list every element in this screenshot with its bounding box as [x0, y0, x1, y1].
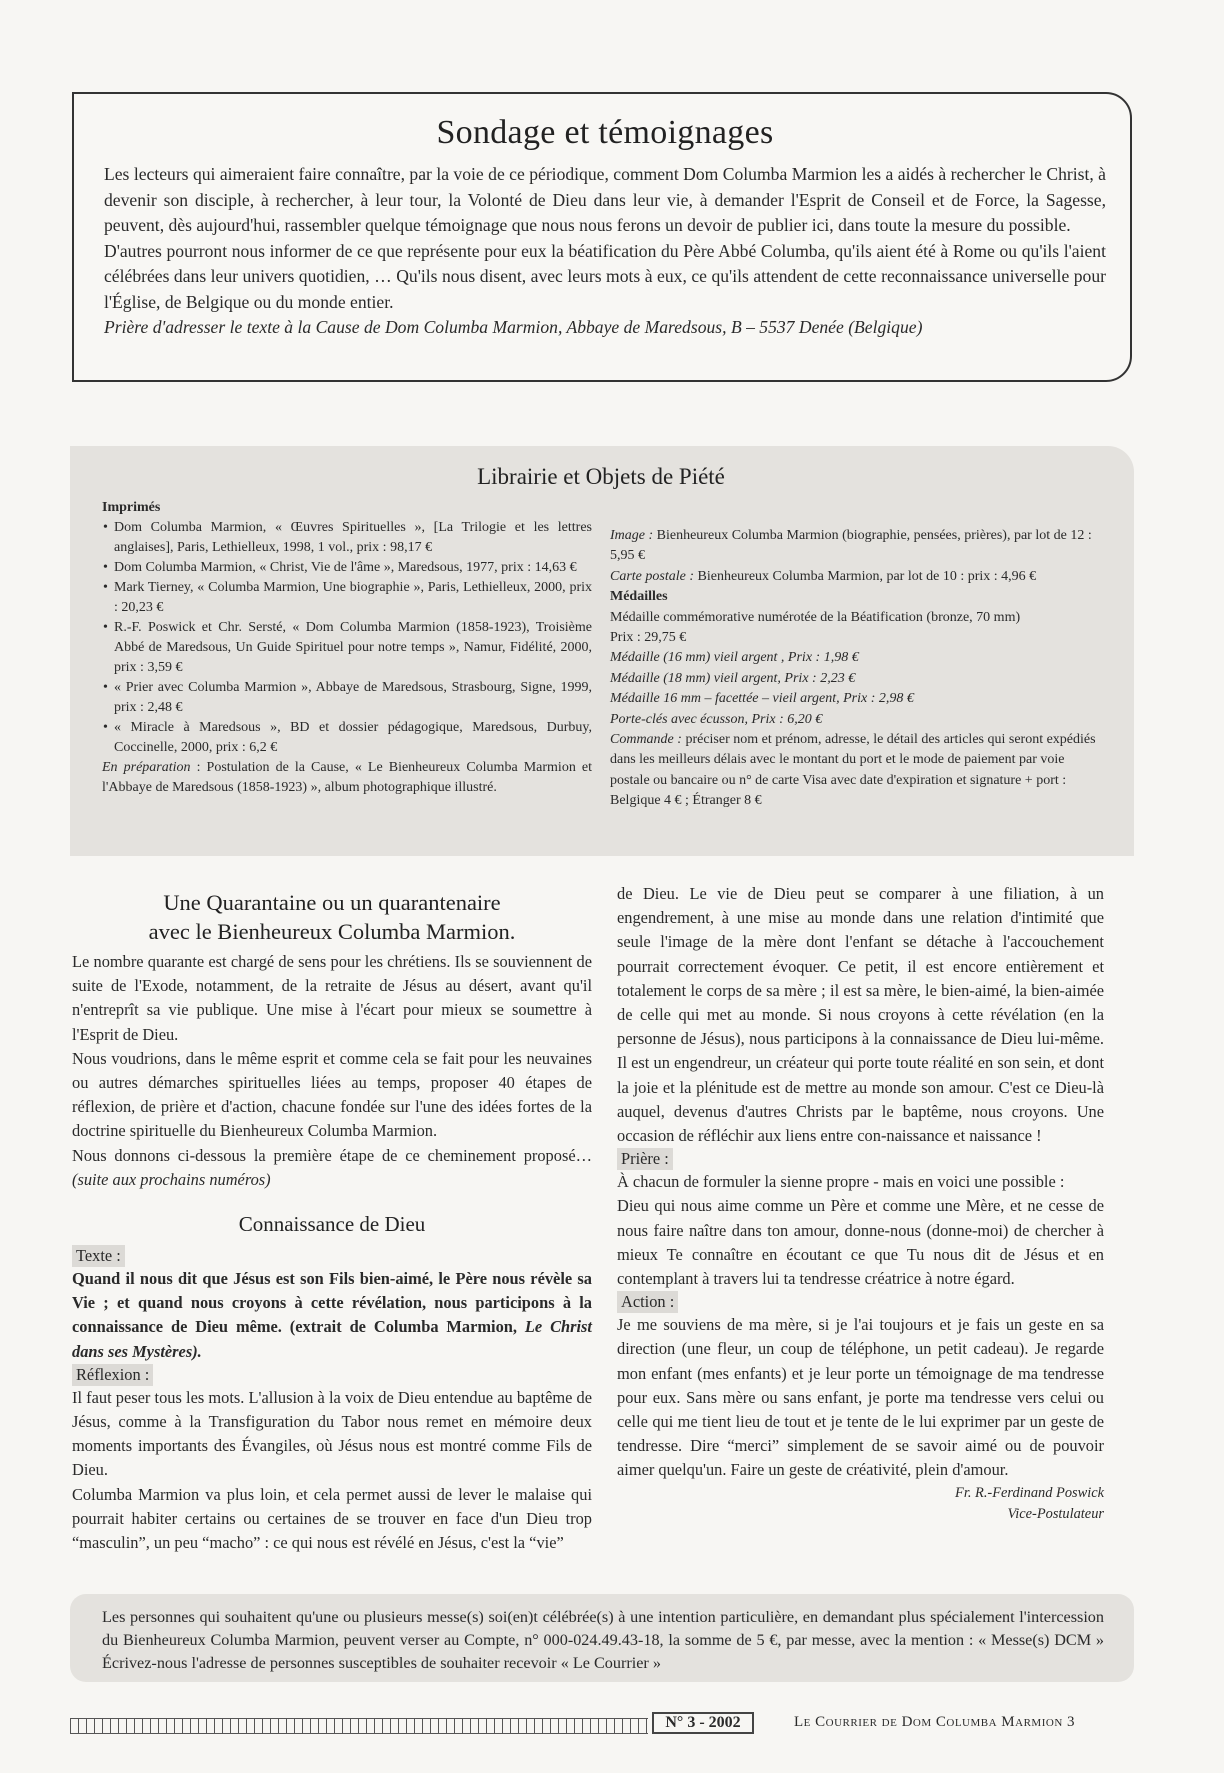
- librairie-panel: [70, 446, 1134, 856]
- footer-ruler: [70, 1718, 648, 1734]
- article-title: Une Quarantaine ou un quarantenaire avec le Bienheureux Columba Marmion.: [148, 890, 516, 944]
- texte-label: Texte :: [72, 1245, 125, 1267]
- bullet-icon: •: [103, 720, 108, 735]
- sondage-paragraph-2: D'autres pourront nous informer de ce que représente pour eux la béatification du Père Abbé Columba, qu'ils aient été à Rome ou qu'ils l'aient célébrées dans leur univers quotidien, … Qu'ils nous disent, avec leurs mots à eux, ce qu'ils attendent de cette reconnaissance universelle pour l'Église, de Belgique ou du monde entier.: [104, 240, 1106, 312]
- porte-cles: Porte-clés avec écusson, Prix : 6,20 €: [610, 711, 823, 727]
- priere-paragraph: À chacun de formuler la sienne propre - mais en voici une possible :: [617, 1172, 1065, 1192]
- article-paragraph: Nous voudrions, dans le même esprit et comme cela se fait pour les neuvaines ou autres démarches spirituelles liées au temps, proposer 40 étapes de réflexion, de prière et d'action, chacune fondée sur l'une des idées fortes de la doctrine spirituelle du Bienheureux Columba Marmion.: [72, 1048, 592, 1141]
- medaille-18: Médaille (18 mm) vieil argent, Prix : 2,23 €: [610, 670, 856, 686]
- librairie-right-column: [610, 526, 1100, 812]
- bullet-icon: •: [103, 520, 108, 535]
- list-item: • « Miracle à Maredsous », BD et dossier pédagogique, Maredsous, Durbuy, Coccinelle, 2000, prix : 6,2 €: [103, 720, 592, 755]
- signature-title: Vice-Postulateur: [1007, 1505, 1104, 1522]
- sondage-paragraph-1: Les lecteurs qui aimeraient faire connaître, par la voie de ce périodique, comment Dom Columba Marmion les a aidés à rechercher le Christ, à devenir son disciple, à rechercher, à leur tour, la Volonté de Dieu dans leur vie, à demander l'Esprit de Conseil et de Force, la Sagesse, peuvent, dès aujourd'hui, rassembler quelque témoignage que nous nous ferons un devoir de publier ici, dans toute la mesure du possible.: [104, 164, 1106, 235]
- bullet-icon: •: [103, 620, 108, 635]
- list-item: • Dom Columba Marmion, « Christ, Vie de l'âme », Maredsous, 1977, prix : 14,63 €: [102, 558, 592, 578]
- list-item: • « Prier avec Columba Marmion », Abbaye de Maredsous, Strasbourg, Signe, 1999, prix : 2,48 €: [103, 680, 592, 715]
- sondage-box: [72, 92, 1132, 382]
- list-item: • R.-F. Poswick et Chr. Sersté, « Dom Columba Marmion (1858-1923), Troisième Abbé de Maredsous, Un Guide Spirituel pour notre temps », Namur, Fidélité, 2000, prix : 3,59 €: [103, 620, 592, 675]
- article-paragraph: Nous donnons ci-dessous la première étape de ce cheminement proposé… (suite aux prochains numéros): [72, 1145, 592, 1189]
- medailles-heading: Médailles: [610, 589, 668, 605]
- journal-title: Le Courrier de Dom Columba Marmion 3: [794, 1714, 1076, 1730]
- article-right-column: [617, 882, 1104, 1525]
- section-title: Connaissance de Dieu: [238, 1212, 426, 1237]
- reflexion-paragraph: de Dieu. Le vie de Dieu peut se comparer à une filiation, à un engendrement, à une mise au monde dans une relation d'intimité que seule l'image de la mère dont l'enfant se détache à l'accouchement pourrait correctement évoquer. Ce petit, il est encore entièrement et totalement le corps de sa mère ; il est sa mère, le bien-aimé, la bien-aimée de celle qui met au monde. Si nous croyons à cette révélation (en la personne de Jésus), nous participons à la connaissance de Dieu lui-même. Il est un engendreur, un créateur qui porte toute réalité en son sein, et dont la joie et la plénitude est de mettre au monde son amour. C'est ce Dieu-là auquel, devenus d'autres Christs par le baptême, nous croyons. Une occasion de réfléchir aux liens entre con-naissance et naissance !: [617, 884, 1104, 1146]
- imprimes-list: [102, 518, 592, 758]
- medaille-commemorative: Médaille commémorative numérotée de la Béatification (bronze, 70 mm): [610, 609, 1021, 625]
- librairie-columns: [102, 498, 1100, 812]
- carte-item: Carte postale : Bienheureux Columba Marmion, par lot de 10 : prix : 4,96 €: [610, 568, 1037, 584]
- list-item: • Mark Tierney, « Columba Marmion, Une biographie », Paris, Lethielleux, 2000, prix : 20,23 €: [103, 580, 592, 615]
- librairie-left-column: [102, 498, 592, 812]
- imprimes-heading: Imprimés: [102, 500, 161, 515]
- article-left-column: [72, 882, 592, 1555]
- issue-number: N° 3 - 2002: [652, 1712, 754, 1734]
- sondage-title: Sondage et témoignages: [436, 114, 774, 151]
- medaille-prix: Prix : 29,75 €: [610, 630, 687, 646]
- quote-text: Quand il nous dit que Jésus est son Fils bien-aimé, le Père nous révèle sa Vie ; et quand nous croyons à cette révélation, nous participons à la connaissance de Dieu même. (extrait de Columba Marmion, Le Christ dans ses Mystères).: [72, 1269, 592, 1361]
- bullet-icon: •: [103, 560, 108, 575]
- medaille-16-facettee: Médaille 16 mm – facettée – vieil argent, Prix : 2,98 €: [610, 691, 914, 707]
- action-label: Action :: [617, 1291, 678, 1313]
- priere-label: Prière :: [617, 1148, 673, 1170]
- image-item: Image : Bienheureux Columba Marmion (biographie, pensées, prières), par lot de 12 : 5,95 €: [610, 528, 1092, 564]
- librairie-title: Librairie et Objets de Piété: [477, 464, 725, 489]
- priere-paragraph: Dieu qui nous aime comme un Père et comme une Mère, et ne cesse de nous faire naître dans ton amour, donne-nous (donne-moi) de chercher à mieux Te connaître en écoutant ce que Tu nous dit de Jésus et en contemplant à travers lui ta tendresse créatrice à notre égard.: [617, 1196, 1104, 1289]
- article-paragraph: Le nombre quarante est chargé de sens pour les chrétiens. Ils se souviennent de suite de l'Exode, notamment, de la retraite de Jésus au désert, avant qu'il n'entreprît sa vie publique. Une mise à l'écart pour mieux se soumettre à l'Esprit de Dieu.: [72, 952, 592, 1044]
- commande-info: Commande : préciser nom et prénom, adresse, le détail des articles qui seront expédiés dans les meilleurs délais avec le montant du port et le mode de paiement par voie postale ou bancaire ou n° de carte Visa avec date d'expiration et signature + port : Belgique 4 € ; Étranger 8 €: [610, 732, 1096, 809]
- bullet-icon: •: [103, 680, 108, 695]
- reflexion-paragraph: Columba Marmion va plus loin, et cela permet aussi de lever le malaise qui pourrait habiter certains ou certaines de se trouver en face d'un Dieu trop “masculin”, un peu “macho” : ce qui nous est révélé en Jésus, c'est la “vie”: [72, 1484, 592, 1553]
- signature-name: Fr. R.-Ferdinand Poswick: [955, 1484, 1104, 1501]
- reflexion-label: Réflexion :: [72, 1364, 153, 1386]
- sondage-address: Prière d'adresser le texte à la Cause de Dom Columba Marmion, Abbaye de Maredsous, B – 5537 Denée (Belgique): [104, 317, 923, 337]
- action-paragraph: Je me souviens de ma mère, si je l'ai toujours et je fais un geste en sa direction (une fleur, un coup de téléphone, un petit cadeau). Je regarde mon enfant (mes enfants) et je leur porte un témoignage de ma tendresse pour eux. Sans mère ou sans enfant, je porte ma tendresse vers celui ou celle qui me tient lieu de tout et je tente de le lui exprimer par un geste de tendresse. Dire “merci” simplement de se savoir aimé ou de pouvoir aimer quelqu'un. Faire un geste de créativité, plein d'amour.: [617, 1315, 1104, 1480]
- messes-text: Les personnes qui souhaitent qu'une ou plusieurs messe(s) soi(en)t célébrée(s) à une intention particulière, en demandant plus spécialement l'intercession du Bienheureux Columba Marmion, peuvent verser au Compte, n° 000-024.49.43-18, la somme de 5 €, par messe, avec la mention : « Messe(s) DCM » Écrivez-nous l'adresse de personnes susceptibles de souhaiter recevoir « Le Courrier »: [102, 1608, 1104, 1672]
- list-item: • Dom Columba Marmion, « Œuvres Spirituelles », [La Trilogie et les lettres anglaises], Paris, Lethielleux, 1998, 1 vol., prix : 98,17 €: [103, 520, 592, 555]
- medaille-16: Médaille (16 mm) vieil argent , Prix : 1,98 €: [610, 650, 859, 666]
- en-preparation: En préparation : Postulation de la Cause, « Le Bienheureux Columba Marmion et l'Abbaye de Maredsous (1858-1923) », album photographique illustré.: [102, 760, 592, 795]
- reflexion-paragraph: Il faut peser tous les mots. L'allusion à la voix de Dieu entendue au baptême de Jésus, comme à la Transfiguration du Tabor nous remet en mémoire deux moments importants des Évangiles, où Jésus nous est montré comme Fils de Dieu.: [72, 1387, 592, 1480]
- bullet-icon: •: [103, 580, 108, 595]
- messes-box: [70, 1594, 1134, 1682]
